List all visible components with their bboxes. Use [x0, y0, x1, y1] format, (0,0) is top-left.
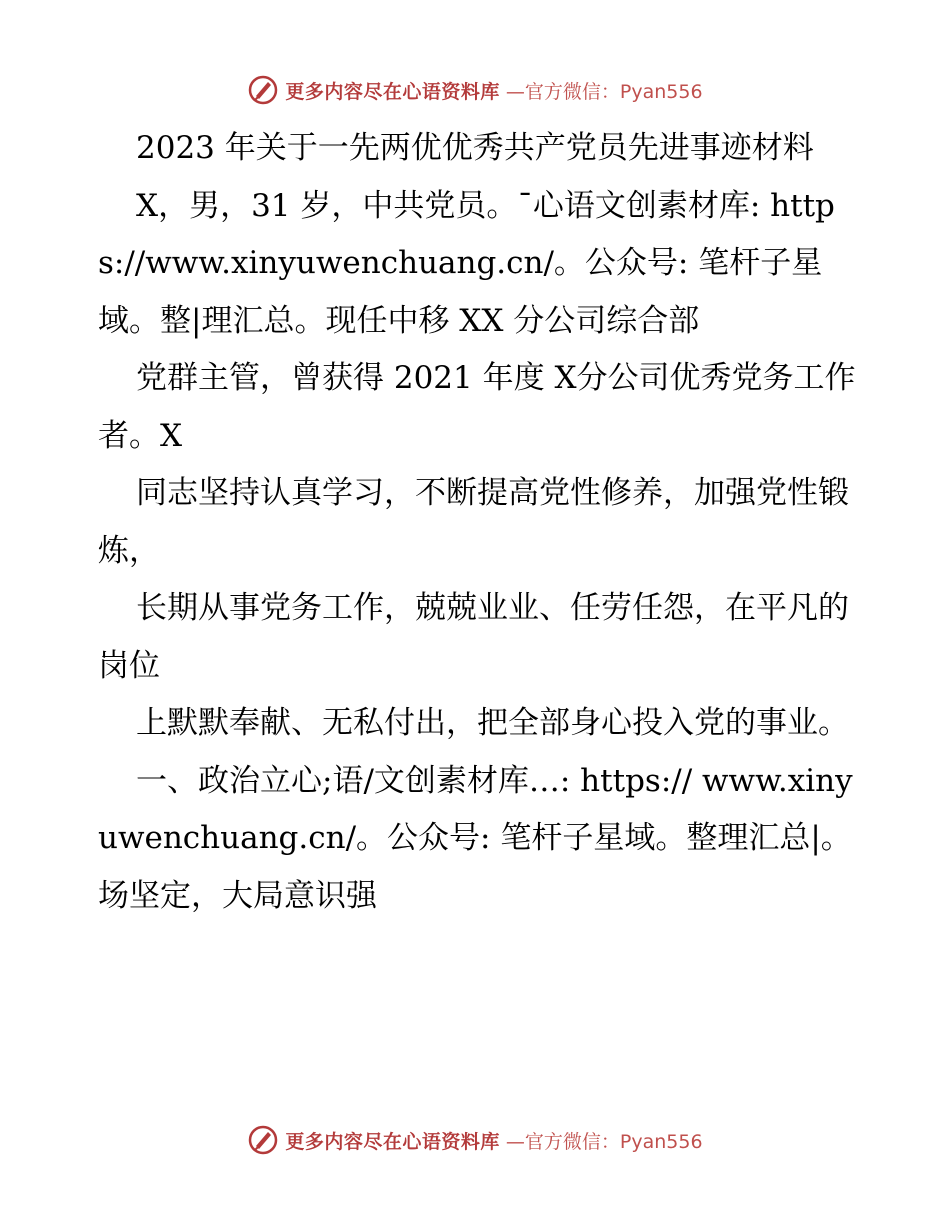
banner-text: 更多内容尽在心语资料库 [285, 1130, 500, 1153]
banner-wechat-text: —官方微信：Pyan556 [505, 1130, 703, 1153]
document-title: 2023 年关于一先两优优秀共产党员先进事迹材料 [136, 130, 814, 166]
section-heading-paragraph: 一、政治立心;语/文创素材库…: https:// www.xinyuwenchuang.cn/。公众号: 笔杆子星域。整理汇总|。场坚定，大局意识强 [98, 762, 853, 914]
banner-wechat-text: —官方微信：Pyan556 [505, 80, 703, 103]
paragraph: 同志坚持认真学习，不断提高党性修养，加强党性锻炼， [98, 475, 849, 569]
banner-text: 更多内容尽在心语资料库 [285, 80, 500, 103]
header-watermark-banner [0, 70, 950, 110]
quill-pen-logo-icon [247, 1124, 279, 1156]
quill-pen-logo-icon [247, 74, 279, 106]
document-body [98, 120, 858, 925]
paragraph: X，男，31 岁，中共党员。¯心语文创素材库: https://www.xinyuwenchuang.cn/。公众号: 笔杆子星域。整|理汇总。现任中移 XX 分公司综合部 [98, 187, 835, 339]
paragraph: 长期从事党务工作，兢兢业业、任劳任怨，在平凡的岗位 [98, 590, 849, 684]
paragraph: 上默默奉献、无私付出，把全部身心投入党的事业。 [136, 705, 849, 741]
paragraph: 党群主管，曾获得 2021 年度 X分公司优秀党务工作者。X [98, 360, 856, 454]
footer-watermark-banner [0, 1120, 950, 1160]
